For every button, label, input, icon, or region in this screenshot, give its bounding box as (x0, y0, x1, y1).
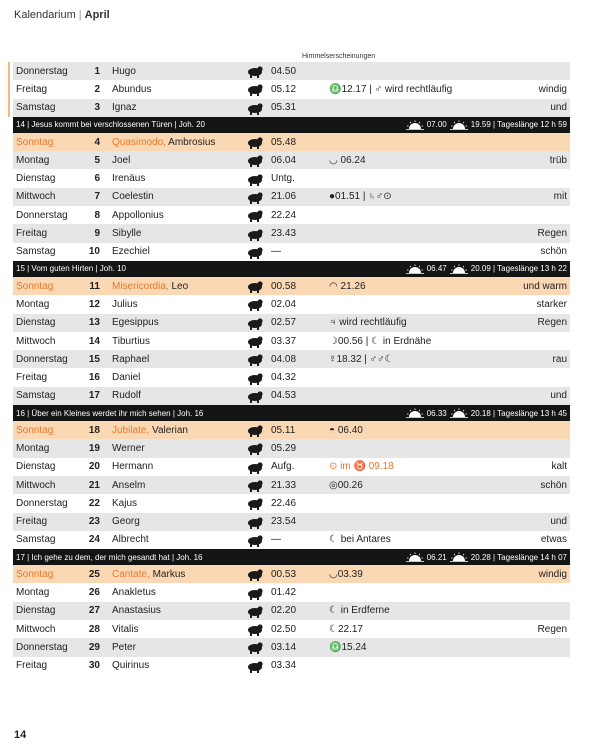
day-row (13, 314, 570, 332)
moon-time: — (271, 534, 281, 546)
goat-zodiac-icon (245, 604, 265, 618)
day-row (13, 295, 570, 313)
sunrise-time: 06.47 (426, 264, 447, 274)
page-number: 14 (14, 729, 27, 741)
saint-name (100, 516, 245, 527)
name-text: Joel (112, 154, 131, 166)
name-text: Rudolf (112, 390, 141, 402)
day-row (13, 368, 570, 386)
lion-zodiac-icon (245, 371, 265, 385)
weather-note: und (550, 516, 567, 528)
name-text: Julius (112, 298, 138, 310)
day-row (13, 243, 570, 261)
feast-name: Cantate, (112, 568, 150, 580)
saint-name (100, 102, 245, 113)
day-number: 18 (88, 424, 100, 436)
day-number: 30 (88, 660, 100, 672)
moon-time: 00.58 (271, 280, 297, 292)
saint-name (100, 281, 245, 292)
sunrise-icon (406, 120, 424, 130)
ram-zodiac-icon (245, 208, 265, 222)
weekday: Freitag (16, 660, 48, 672)
sunday-row (13, 133, 570, 151)
day-row (13, 583, 570, 601)
day-row (13, 638, 570, 656)
celestial-event: ☽00.56 | ☾ in Erdnähe (329, 335, 432, 347)
sunday-row (13, 277, 570, 295)
week-banner (13, 549, 570, 565)
leo-zodiac-icon (245, 64, 265, 78)
lion-zodiac-icon (245, 352, 265, 366)
name-text: Irenäus (112, 173, 146, 185)
moon-time: — (271, 246, 281, 258)
celestial-event: ◠ 21.26 (329, 280, 366, 292)
moon-time: 02.50 (271, 623, 297, 635)
ram-zodiac-icon (245, 190, 265, 204)
moon-time: 23.43 (271, 228, 297, 240)
moon-time: Aufg. (271, 461, 295, 473)
column-heading: Himmelserscheinungen (302, 53, 376, 60)
name-text: Appollonius (112, 209, 164, 221)
day-number: 21 (88, 479, 100, 491)
moon-time: 00.53 (271, 568, 297, 580)
twins-zodiac-icon (245, 297, 265, 311)
day-row (13, 99, 570, 117)
weather-note: etwas (540, 534, 567, 546)
weekday: Freitag (16, 228, 48, 240)
day-number: 17 (88, 390, 100, 402)
day-row (13, 80, 570, 98)
sunset-time: 20.18 | Tageslänge 13 h 45 (470, 408, 567, 418)
weather-note: mit (553, 191, 567, 203)
leo-zodiac-icon (245, 82, 265, 96)
moon-time: 02.57 (271, 317, 297, 329)
day-number: 15 (88, 353, 100, 365)
name-text: Egesippus (112, 317, 159, 329)
moon-time: Untg. (271, 173, 295, 185)
day-number: 27 (88, 605, 100, 617)
sun-times (403, 552, 570, 562)
weather-note: Regen (537, 623, 567, 635)
saint-name (100, 642, 245, 653)
saint-name (100, 461, 245, 472)
sunset-time: 19.59 | Tageslänge 12 h 59 (470, 120, 567, 130)
day-number: 16 (88, 372, 100, 384)
moon-time: 03.14 (271, 641, 297, 653)
weekday: Mittwoch (16, 623, 56, 635)
saint-name (100, 84, 245, 95)
saint-name (100, 372, 245, 383)
virgo-zodiac-icon (245, 389, 265, 403)
weekday: Dienstag (16, 317, 56, 329)
celestial-event: ♎15.24 (329, 641, 367, 653)
day-number: 3 (94, 102, 100, 114)
week-banner (13, 261, 570, 277)
weekday: Samstag (16, 102, 56, 114)
day-number: 22 (88, 497, 100, 509)
day-number: 2 (94, 83, 100, 95)
name-text: Kajus (112, 497, 138, 509)
weather-note: und warm (523, 280, 567, 292)
archer-zodiac-icon (245, 567, 265, 581)
feast-name: Jubilate, (112, 424, 150, 436)
day-number: 28 (88, 623, 100, 635)
saint-name (100, 354, 245, 365)
name-text: Anastasius (112, 605, 161, 617)
week-title: 15 | Vom guten Hirten | Joh. 10 (16, 264, 126, 274)
weekday: Dienstag (16, 605, 56, 617)
day-number: 8 (94, 209, 100, 221)
crab-zodiac-icon (245, 316, 265, 330)
weather-note: trüb (549, 154, 567, 166)
moon-time: 02.04 (271, 298, 297, 310)
waterman-zodiac-icon (245, 640, 265, 654)
weather-note: schön (540, 246, 567, 258)
sunrise-time: 06.33 (426, 408, 447, 418)
celestial-event: ♃ wird rechtläufig (329, 317, 407, 329)
name-text: Raphael (112, 353, 150, 365)
weekday: Montag (16, 298, 50, 310)
saint-name (100, 587, 245, 598)
moon-time: 04.53 (271, 390, 297, 402)
scorpion-zodiac-icon (245, 515, 265, 529)
day-number: 9 (94, 228, 100, 240)
goat-zodiac-icon (245, 586, 265, 600)
moon-time: 04.08 (271, 353, 297, 365)
saint-name (100, 443, 245, 454)
weekday: Montag (16, 154, 50, 166)
name-text: Peter (112, 641, 136, 653)
sunrise-icon (406, 552, 424, 562)
weather-note: rau (552, 353, 567, 365)
saint-name (100, 498, 245, 509)
name-text: Georg (112, 516, 140, 528)
saint-name (100, 569, 245, 580)
weather-note: windig (538, 568, 567, 580)
day-number: 24 (88, 534, 100, 546)
ram-zodiac-icon (245, 172, 265, 186)
weekday: Samstag (16, 534, 56, 546)
day-number: 5 (94, 154, 100, 166)
scales-zodiac-icon (245, 460, 265, 474)
name-text: Hugo (112, 65, 136, 77)
day-row (13, 620, 570, 638)
bull-zodiac-icon (245, 227, 265, 241)
saint-name (100, 210, 245, 221)
sun-times (403, 264, 570, 274)
saint-name (100, 191, 245, 202)
saint-name (100, 246, 245, 257)
sunset-time: 20.09 | Tageslänge 13 h 22 (470, 264, 567, 274)
day-row (13, 332, 570, 350)
week-title: 17 | Ich gehe zu dem, der mich gesandt hat | Joh. 16 (16, 552, 203, 562)
week-title: 14 | Jesus kommt bei verschlossenen Türen | Joh. 20 (16, 120, 205, 130)
weekday: Mittwoch (16, 335, 56, 347)
weekday: Sonntag (16, 136, 54, 148)
name-text: Tiburtius (112, 335, 150, 347)
name-text: Markus (152, 568, 186, 580)
sunset-icon (450, 408, 468, 418)
name-text: Ambrosius (168, 136, 216, 148)
saint-name (100, 336, 245, 347)
weather-note: Regen (537, 317, 567, 329)
saint-name (100, 299, 245, 310)
day-row (13, 151, 570, 169)
sun-times (403, 120, 570, 130)
saint-name (100, 624, 245, 635)
weekday: Samstag (16, 390, 56, 402)
sunrise-time: 07.00 (426, 120, 447, 130)
name-text: Vitalis (112, 623, 139, 635)
archer-zodiac-icon (245, 533, 265, 547)
sunset-icon (450, 264, 468, 274)
weekday: Samstag (16, 246, 56, 258)
day-row (13, 439, 570, 457)
day-row (13, 224, 570, 242)
weekday: Dienstag (16, 461, 56, 473)
weekday: Mittwoch (16, 191, 56, 203)
celestial-event: ●01.51 | ♄♂⊙ (329, 191, 392, 203)
celestial-event: ☿18.32 | ♂♂☾ (329, 353, 394, 365)
weekday: Freitag (16, 516, 48, 528)
saint-name (100, 228, 245, 239)
day-row (13, 350, 570, 368)
moon-time: 22.46 (271, 497, 297, 509)
scales-zodiac-icon (245, 441, 265, 455)
celestial-event: ☾ bei Antares (329, 534, 391, 546)
sunrise-icon (406, 408, 424, 418)
day-number: 11 (89, 280, 100, 292)
day-number: 29 (88, 641, 100, 653)
day-row (13, 476, 570, 494)
celestial-event: ☾ in Erdferne (329, 605, 390, 617)
saint-name (100, 317, 245, 328)
day-number: 14 (88, 335, 100, 347)
name-text: Coelestin (112, 191, 154, 203)
saint-name (100, 534, 245, 545)
day-number: 13 (88, 317, 100, 329)
moon-time: 03.37 (271, 335, 297, 347)
day-number: 12 (88, 298, 100, 310)
name-text: Leo (171, 280, 189, 292)
weekday: Sonntag (16, 568, 54, 580)
weekday: Donnerstag (16, 65, 68, 77)
weekday: Freitag (16, 83, 48, 95)
sunset-icon (450, 120, 468, 130)
day-number: 10 (88, 246, 100, 258)
celestial-event: ♎12.17 | ♂ wird rechtläufig (329, 83, 453, 95)
scorpion-zodiac-icon (245, 478, 265, 492)
sunday-row (13, 421, 570, 439)
celestial-event: ⊙ im ♉ 09.18 (329, 461, 394, 473)
twins-zodiac-icon (245, 279, 265, 293)
moon-time: 05.11 (271, 424, 296, 436)
day-row (13, 657, 570, 675)
name-text: Sibylle (112, 228, 142, 240)
day-number: 19 (88, 442, 100, 454)
moon-time: 04.50 (271, 65, 297, 77)
celestial-event: ◡03.39 (329, 568, 363, 580)
name-text: Daniel (112, 372, 141, 384)
name-text: Quirinus (112, 660, 150, 672)
weekday: Donnerstag (16, 353, 68, 365)
day-row (13, 62, 570, 80)
crab-zodiac-icon (245, 334, 265, 348)
goat-zodiac-icon (245, 622, 265, 636)
leo-zodiac-icon (245, 101, 265, 115)
weekday: Donnerstag (16, 641, 68, 653)
weather-note: und (550, 390, 567, 402)
moon-time: 05.12 (271, 83, 297, 95)
day-row (13, 387, 570, 405)
moon-time: 04.32 (271, 372, 297, 384)
month-title: April (84, 9, 110, 21)
name-text: Anakletus (112, 587, 156, 599)
name-text: Valerian (152, 424, 188, 436)
day-number: 7 (94, 191, 100, 203)
moon-time: 01.42 (271, 587, 297, 599)
name-text: Hermann (112, 461, 154, 473)
saint-name (100, 480, 245, 491)
moon-time: 05.31 (271, 102, 297, 114)
weather-note: Regen (537, 228, 567, 240)
celestial-event: ◓ 06.40 (329, 424, 363, 436)
saint-name (100, 173, 245, 184)
weather-note: windig (538, 83, 567, 95)
name-text: Anselm (112, 479, 146, 491)
calendar-table (13, 62, 570, 675)
celestial-event: ☾22.17 (329, 623, 363, 635)
day-number: 4 (94, 136, 100, 148)
weekday: Sonntag (16, 280, 54, 292)
saint-name (100, 660, 245, 671)
section-title: Kalendarium (14, 9, 76, 21)
week-title: 16 | Über ein Kleines werdet ihr mich sehen | Joh. 16 (16, 408, 204, 418)
saint-name (100, 137, 245, 148)
page-header (14, 9, 110, 21)
moon-time: 21.33 (271, 479, 297, 491)
week-banner (13, 405, 570, 421)
feast-name: Quasimodo, (112, 136, 166, 148)
day-row (13, 188, 570, 206)
sun-times (403, 408, 570, 418)
weekday: Montag (16, 587, 50, 599)
celestial-event: ◎00.26 (329, 479, 363, 491)
weekday: Dienstag (16, 173, 56, 185)
weekday: Donnerstag (16, 209, 68, 221)
scorpion-zodiac-icon (245, 496, 265, 510)
name-text: Abundus (112, 83, 152, 95)
sunday-row (13, 565, 570, 583)
day-row (13, 513, 570, 531)
moon-time: 23.54 (271, 516, 297, 528)
moon-time: 05.48 (271, 136, 297, 148)
fish-zodiac-icon (245, 135, 265, 149)
name-text: Albrecht (112, 534, 149, 546)
weather-note: und (550, 102, 567, 114)
sunset-time: 20.28 | Tageslänge 14 h 07 (470, 552, 567, 562)
weather-note: kalt (551, 461, 567, 473)
moon-time: 06.04 (271, 154, 297, 166)
day-row (13, 458, 570, 476)
bull-zodiac-icon (245, 245, 265, 259)
day-row (13, 206, 570, 224)
weekday: Montag (16, 442, 50, 454)
day-number: 1 (94, 65, 100, 77)
moon-time: 21.06 (271, 191, 297, 203)
fish-zodiac-icon (245, 153, 265, 167)
weekday: Mittwoch (16, 479, 56, 491)
saint-name (100, 66, 245, 77)
virgo-zodiac-icon (245, 423, 265, 437)
weekday: Freitag (16, 372, 48, 384)
day-number: 26 (88, 587, 100, 599)
saint-name (100, 390, 245, 401)
day-number: 23 (88, 516, 100, 528)
day-number: 20 (88, 461, 100, 473)
accent-bar (8, 62, 10, 117)
saint-name (100, 605, 245, 616)
sunrise-time: 06.21 (426, 552, 447, 562)
moon-time: 22.24 (271, 209, 297, 221)
week-banner (13, 117, 570, 133)
celestial-event: ◡ 06.24 (329, 154, 366, 166)
moon-time: 02.20 (271, 605, 297, 617)
moon-time: 05.29 (271, 442, 297, 454)
day-number: 25 (88, 568, 100, 580)
day-row (13, 169, 570, 187)
weather-note: starker (536, 298, 567, 310)
name-text: Ezechiel (112, 246, 150, 258)
saint-name (100, 155, 245, 166)
sunset-icon (450, 552, 468, 562)
weather-note: schön (540, 479, 567, 491)
weekday: Sonntag (16, 424, 54, 436)
day-row (13, 531, 570, 549)
saint-name (100, 425, 245, 436)
day-row (13, 602, 570, 620)
day-row (13, 494, 570, 512)
header-separator: | (78, 9, 82, 21)
name-text: Werner (112, 442, 145, 454)
waterman-zodiac-icon (245, 659, 265, 673)
feast-name: Misericordia, (112, 280, 169, 292)
weekday: Donnerstag (16, 497, 68, 509)
moon-time: 03.34 (271, 660, 297, 672)
day-number: 6 (94, 173, 100, 185)
sunrise-icon (406, 264, 424, 274)
name-text: Ignaz (112, 102, 137, 114)
